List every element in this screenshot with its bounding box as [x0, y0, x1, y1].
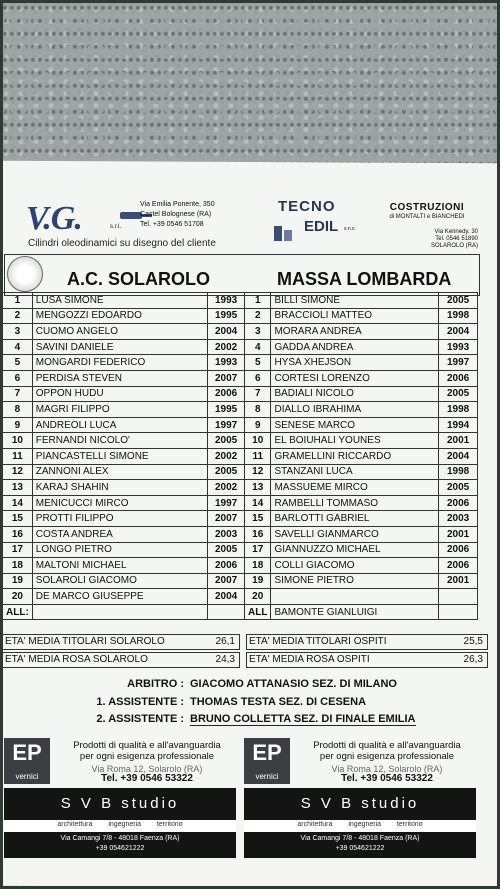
away-player-number: 4 [245, 339, 271, 355]
away-player-year: 2004 [439, 324, 478, 340]
table-row [3, 370, 478, 386]
home-player-number: ALL: [3, 604, 33, 620]
assistant1-role: 1. ASSISTENTE : [96, 696, 184, 708]
home-player-year: 2002 [208, 480, 245, 496]
players-table [2, 292, 478, 620]
home-player-name: FERNANDI NICOLO' [32, 433, 207, 449]
away-player-year: 2001 [439, 526, 478, 542]
home-player-name: PROTTI FILIPPO [32, 511, 207, 527]
tecno-owners: di MONTALTI e BIANCHEDI [389, 214, 465, 220]
away-player-year: 1993 [439, 339, 478, 355]
home-player-number: 20 [3, 589, 33, 605]
home-player-year: 2003 [208, 526, 245, 542]
vg-address-line: Via Emilia Ponente, 350 [140, 201, 215, 208]
table-row [3, 355, 478, 371]
referee-role: ARBITRO : [127, 678, 184, 690]
away-player-year: 2006 [439, 558, 478, 574]
away-player-name: BILLI SIMONE [271, 293, 439, 309]
ep-tagline [54, 740, 240, 762]
home-player-number: 6 [3, 370, 33, 386]
away-player-name: SENESE MARCO [271, 417, 439, 433]
away-rosa-average [246, 652, 488, 668]
home-player-year: 1995 [208, 308, 245, 324]
away-player-year: 2006 [439, 495, 478, 511]
ep-vernici-ad-left [0, 736, 240, 790]
ep-phone: Tel. +39 0546 53322 [341, 773, 433, 784]
average-value: 26,1 [215, 636, 235, 647]
away-player-name: SAVELLI GIANMARCO [271, 526, 439, 542]
home-player-year: 1997 [208, 495, 245, 511]
ep-tagline-line: Prodotti di qualità e all'avanguardia [313, 740, 461, 751]
building-icon [272, 222, 296, 242]
home-player-year: 2004 [208, 589, 245, 605]
away-player-number: 13 [245, 480, 271, 496]
assistant2-role: 2. ASSISTENTE : [96, 713, 184, 725]
home-player-number: 14 [3, 495, 33, 511]
away-player-number: 6 [245, 370, 271, 386]
home-player-number: 9 [3, 417, 33, 433]
away-player-name: GIANNUZZO MICHAEL [271, 542, 439, 558]
home-player-name: SOLAROLI GIACOMO [32, 573, 207, 589]
home-player-number: 13 [3, 480, 33, 496]
home-player-name: CUOMO ANGELO [32, 324, 207, 340]
tecno-details [362, 202, 492, 250]
ep-logo-sub: vernici [255, 772, 279, 781]
away-player-year: 2005 [439, 386, 478, 402]
average-value: 24,3 [215, 654, 235, 665]
away-player-year: 1998 [439, 308, 478, 324]
table-row [3, 573, 478, 589]
svb-studio-ad-right [244, 788, 476, 856]
vg-sponsor [26, 196, 266, 256]
away-player-name: GRAMELLINI RICCARDO [271, 448, 439, 464]
away-player-year [439, 589, 478, 605]
home-player-year: 1997 [208, 417, 245, 433]
home-player-name: COSTA ANDREA [32, 526, 207, 542]
home-player-year: 1993 [208, 355, 245, 371]
home-player-name: MENGOZZI EDOARDO [32, 308, 207, 324]
home-player-name: MALTONI MICHAEL [32, 558, 207, 574]
away-player-number: 19 [245, 573, 271, 589]
tecno-suffix: s.n.c. [344, 226, 356, 232]
svb-address: Via Camangi 7/8 - 48018 Faenza (RA) [60, 835, 180, 842]
average-label: ETA' MEDIA ROSA OSPITI [249, 654, 370, 665]
home-player-number: 1 [3, 293, 33, 309]
home-player-number: 19 [3, 573, 33, 589]
home-player-year: 1995 [208, 402, 245, 418]
home-player-name: LONGO PIETRO [32, 542, 207, 558]
away-player-name: BAMONTE GIANLUIGI [271, 604, 439, 620]
vg-suffix: s.r.l. [110, 224, 122, 230]
away-player-year: 2005 [439, 480, 478, 496]
table-row [3, 402, 478, 418]
average-label: ETA' MEDIA TITOLARI SOLAROLO [5, 636, 165, 647]
svb-phone: +39 054621222 [335, 845, 385, 852]
away-player-name: RAMBELLI TOMMASO [271, 495, 439, 511]
average-label: ETA' MEDIA ROSA SOLAROLO [5, 654, 148, 665]
away-player-name: BRACCIOLI MATTEO [271, 308, 439, 324]
home-player-year: 2004 [208, 324, 245, 340]
svb-studio-ad-left [4, 788, 236, 856]
sponsors-header [24, 196, 494, 256]
svb-phone: +39 054621222 [95, 845, 145, 852]
ep-logo [244, 738, 290, 784]
home-team-name: A.C. SOLAROLO [67, 269, 210, 289]
teams-header [4, 254, 480, 296]
assistant1-name: THOMAS TESTA SEZ. DI CESENA [190, 696, 367, 708]
vg-address-line: Castel Bolognese (RA) [140, 211, 212, 218]
home-player-name: OPPON HUDU [32, 386, 207, 402]
away-player-name: STANZANI LUCA [271, 464, 439, 480]
home-player-number: 15 [3, 511, 33, 527]
away-player-name: EL BOIUHALI YOUNES [271, 433, 439, 449]
home-player-year: 1993 [208, 293, 245, 309]
home-player-year: 2002 [208, 448, 245, 464]
home-player-year: 2005 [208, 542, 245, 558]
away-player-number: 1 [245, 293, 271, 309]
vg-address [140, 200, 215, 230]
referee-name: GIACOMO ATTANASIO SEZ. DI MILANO [190, 678, 397, 690]
away-player-number: 14 [245, 495, 271, 511]
svb-logo: S V B studio [4, 788, 236, 820]
home-player-year: 2005 [208, 464, 245, 480]
away-player-name: COLLI GIACOMO [271, 558, 439, 574]
ep-address: Via Roma 12, Solarolo (RA) [91, 764, 203, 774]
away-player-year: 1998 [439, 464, 478, 480]
assistant2-name: BRUNO COLLETTA SEZ. DI FINALE EMILIA [190, 713, 416, 725]
home-player-number: 12 [3, 464, 33, 480]
home-player-number: 8 [3, 402, 33, 418]
average-label: ETA' MEDIA TITOLARI OSPITI [249, 636, 387, 647]
away-player-year: 2003 [439, 511, 478, 527]
home-player-year: 2005 [208, 433, 245, 449]
home-player-number: 3 [3, 324, 33, 340]
table-row [3, 293, 478, 309]
away-player-year: 1994 [439, 417, 478, 433]
away-player-name: SIMONE PIETRO [271, 573, 439, 589]
away-player-number: 10 [245, 433, 271, 449]
ep-logo-text: EP [252, 740, 282, 765]
home-player-number: 5 [3, 355, 33, 371]
away-player-name: MASSUEME MIRCO [271, 480, 439, 496]
home-player-number: 7 [3, 386, 33, 402]
away-player-year: 2004 [439, 448, 478, 464]
svb-services: architettura ingegneria territorio [297, 821, 423, 828]
home-player-name: PERDISA STEVEN [32, 370, 207, 386]
away-player-year: 2005 [439, 293, 478, 309]
svb-logo: S V B studio [244, 788, 476, 820]
away-player-number: 2 [245, 308, 271, 324]
svb-contact [244, 832, 476, 858]
svb-address: Via Camangi 7/8 - 48018 Faenza (RA) [300, 835, 420, 842]
home-player-year: 2007 [208, 511, 245, 527]
home-player-name [32, 604, 207, 620]
away-player-number: 18 [245, 558, 271, 574]
away-player-year: 1997 [439, 355, 478, 371]
away-player-year: 2001 [439, 573, 478, 589]
table-row [3, 339, 478, 355]
home-player-year: 2006 [208, 558, 245, 574]
table-row [3, 448, 478, 464]
away-player-name: CORTESI LORENZO [271, 370, 439, 386]
away-player-name: GADDA ANDREA [271, 339, 439, 355]
tecno-address-line: Via Kennedy, 30 [434, 229, 478, 235]
home-player-number: 17 [3, 542, 33, 558]
ep-logo-text: EP [12, 740, 42, 765]
edil-logo-text: EDIL [304, 218, 339, 235]
tecno-logo-text: TECNO [278, 198, 336, 215]
table-row [3, 464, 478, 480]
away-player-name: HYSA XHEJSON [271, 355, 439, 371]
ep-phone: Tel. +39 0546 53322 [101, 773, 193, 784]
average-value: 25,5 [463, 636, 483, 647]
table-row [3, 526, 478, 542]
club-badge-icon [7, 256, 43, 292]
away-player-number: 9 [245, 417, 271, 433]
home-player-year [208, 604, 245, 620]
home-player-name: SAVINI DANIELE [32, 339, 207, 355]
away-player-year: 2006 [439, 542, 478, 558]
away-player-name: DIALLO IBRAHIMA [271, 402, 439, 418]
vg-logo: V.G. [26, 200, 82, 237]
ep-tagline-line: Prodotti di qualità e all'avanguardia [73, 740, 221, 751]
away-player-name [271, 589, 439, 605]
home-player-name: LUSA SIMONE [32, 293, 207, 309]
home-player-name: ANDREOLI LUCA [32, 417, 207, 433]
tecno-title: COSTRUZIONI [389, 202, 465, 213]
ep-tagline-line: per ogni esigenza professionale [79, 751, 215, 762]
home-player-year: 2007 [208, 573, 245, 589]
vg-phone: Tel. +39 0546 51708 [140, 221, 204, 228]
away-player-number: 11 [245, 448, 271, 464]
home-player-number: 10 [3, 433, 33, 449]
table-row [3, 480, 478, 496]
home-player-year: 2007 [208, 370, 245, 386]
average-value: 26,3 [463, 654, 483, 665]
away-player-year: 2006 [439, 370, 478, 386]
away-player-number: 3 [245, 324, 271, 340]
away-player-number: 12 [245, 464, 271, 480]
away-player-number: 7 [245, 386, 271, 402]
away-team-name: MASSA LOMBARDA [277, 269, 452, 289]
table-row [3, 604, 478, 620]
away-player-number: 15 [245, 511, 271, 527]
away-player-year [439, 604, 478, 620]
home-player-number: 16 [3, 526, 33, 542]
ep-logo-sub: vernici [15, 772, 39, 781]
away-player-year: 2001 [439, 433, 478, 449]
home-player-number: 18 [3, 558, 33, 574]
home-player-number: 4 [3, 339, 33, 355]
ep-logo [4, 738, 50, 784]
home-player-name: KARAJ SHAHIN [32, 480, 207, 496]
home-titolari-average [2, 634, 240, 650]
away-player-number: 5 [245, 355, 271, 371]
home-player-number: 2 [3, 308, 33, 324]
home-player-name: ZANNONI ALEX [32, 464, 207, 480]
away-player-number: 8 [245, 402, 271, 418]
table-row [3, 542, 478, 558]
home-player-year: 2002 [208, 339, 245, 355]
home-player-name: MENICUCCI MIRCO [32, 495, 207, 511]
away-player-number: 16 [245, 526, 271, 542]
away-player-number: ALL [245, 604, 271, 620]
away-player-name: MORARA ANDREA [271, 324, 439, 340]
away-player-name: BARLOTTI GABRIEL [271, 511, 439, 527]
table-row [3, 433, 478, 449]
away-player-name: BADIALI NICOLO [271, 386, 439, 402]
home-rosa-average [2, 652, 240, 668]
away-titolari-average [246, 634, 488, 650]
ep-address: Via Roma 12, Solarolo (RA) [331, 764, 443, 774]
table-row [3, 324, 478, 340]
table-row [3, 495, 478, 511]
ep-tagline [294, 740, 480, 762]
away-player-year: 1998 [439, 402, 478, 418]
svb-services: architettura ingegneria territorio [57, 821, 183, 828]
home-player-name: MAGRI FILIPPO [32, 402, 207, 418]
table-row [3, 386, 478, 402]
svb-contact [4, 832, 236, 858]
table-row [3, 417, 478, 433]
tecno-city: SOLAROLO (RA) [430, 243, 478, 249]
away-player-number: 17 [245, 542, 271, 558]
table-row [3, 511, 478, 527]
table-row [3, 308, 478, 324]
home-player-name: MONGARDI FEDERICO [32, 355, 207, 371]
ep-tagline-line: per ogni esigenza professionale [319, 751, 455, 762]
tecnoedil-sponsor [278, 198, 493, 253]
home-player-name: DE MARCO GIUSEPPE [32, 589, 207, 605]
table-row [3, 558, 478, 574]
home-player-year: 2006 [208, 386, 245, 402]
ep-vernici-ad-right [240, 736, 480, 790]
home-player-number: 11 [3, 448, 33, 464]
away-player-number: 20 [245, 589, 271, 605]
tecno-phone: Tel. 0546 51890 [435, 236, 478, 242]
tecno-address [362, 229, 492, 250]
vg-slogan: Cilindri oleodinamici su disegno del cliente [28, 238, 216, 249]
home-player-name: PIANCASTELLI SIMONE [32, 448, 207, 464]
table-row [3, 589, 478, 605]
